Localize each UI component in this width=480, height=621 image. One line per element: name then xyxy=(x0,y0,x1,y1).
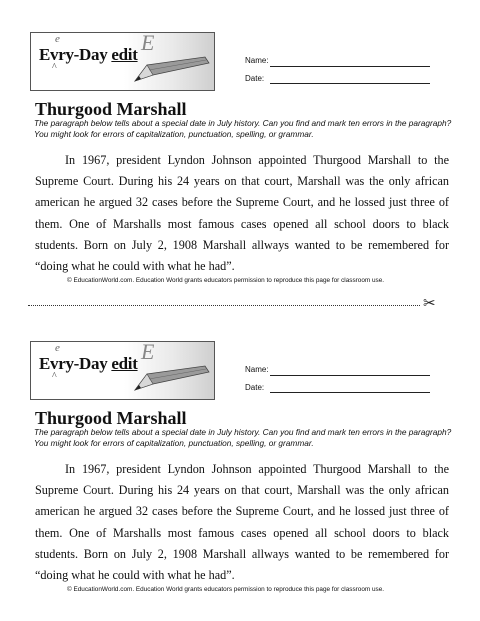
date-label: Date: xyxy=(245,74,265,83)
passage: In 1967, president Lyndon Johnson appointed Thurgood Marshall to the Supreme Court. During his 24 years on that court, Marshall was the only african american he argued 32 cases before the Supreme Court, and he lossed just three of them. One of Marshalls most famous cases opened all school doors to black students. Born on July 2, 1908 Marshall allways wanted to be remembered for “doing what he could with what he had”. xyxy=(35,462,449,583)
worksheet-title: Thurgood Marshall xyxy=(35,408,187,428)
logo-small-e: e xyxy=(55,33,60,45)
date-field[interactable] xyxy=(270,392,430,393)
name-label: Name: xyxy=(245,365,269,374)
worksheet-top xyxy=(0,0,480,300)
logo-big-e: E xyxy=(141,30,155,55)
scissors-icon: ✂ xyxy=(423,296,436,312)
name-label: Name: xyxy=(245,56,269,65)
logo-caret: ^ xyxy=(52,371,57,382)
logo-caret: ^ xyxy=(52,62,57,73)
pencil-icon xyxy=(131,364,211,394)
logo-small-e: e xyxy=(55,342,60,354)
cut-line xyxy=(28,305,420,306)
worksheet-bottom xyxy=(0,309,480,609)
logo-text: Evry-Day edit xyxy=(39,45,138,64)
date-label: Date: xyxy=(245,383,265,392)
copyright-notice: © EducationWorld.com. Education World grants educators permission to reproduce this page for classroom use. xyxy=(67,586,385,593)
date-field[interactable] xyxy=(270,83,430,84)
logo-text: Evry-Day edit xyxy=(39,354,138,373)
passage: In 1967, president Lyndon Johnson appointed Thurgood Marshall to the Supreme Court. During his 24 years on that court, Marshall was the only african american he argued 32 cases before the Supreme Court, and he lossed just three of them. One of Marshalls most famous cases opened all school doors to black students. Born on July 2, 1908 Marshall allways wanted to be remembered for “doing what he could with what he had”. xyxy=(35,153,449,274)
every-day-edit-logo xyxy=(30,32,215,91)
name-field[interactable] xyxy=(270,66,430,67)
every-day-edit-logo xyxy=(30,341,215,400)
instructions: The paragraph below tells about a special date in July history. Can you find and mark ten errors in the paragraph? You might look for errors of capitalization, punctuation, spelling, or grammar. xyxy=(34,118,452,139)
name-field[interactable] xyxy=(270,375,430,376)
pencil-icon xyxy=(131,55,211,85)
worksheet-title: Thurgood Marshall xyxy=(35,99,187,119)
instructions: The paragraph below tells about a special date in July history. Can you find and mark ten errors in the paragraph? You might look for errors of capitalization, punctuation, spelling, or grammar. xyxy=(34,427,452,448)
copyright-notice: © EducationWorld.com. Education World grants educators permission to reproduce this page for classroom use. xyxy=(67,277,385,284)
logo-big-e: E xyxy=(141,339,155,364)
